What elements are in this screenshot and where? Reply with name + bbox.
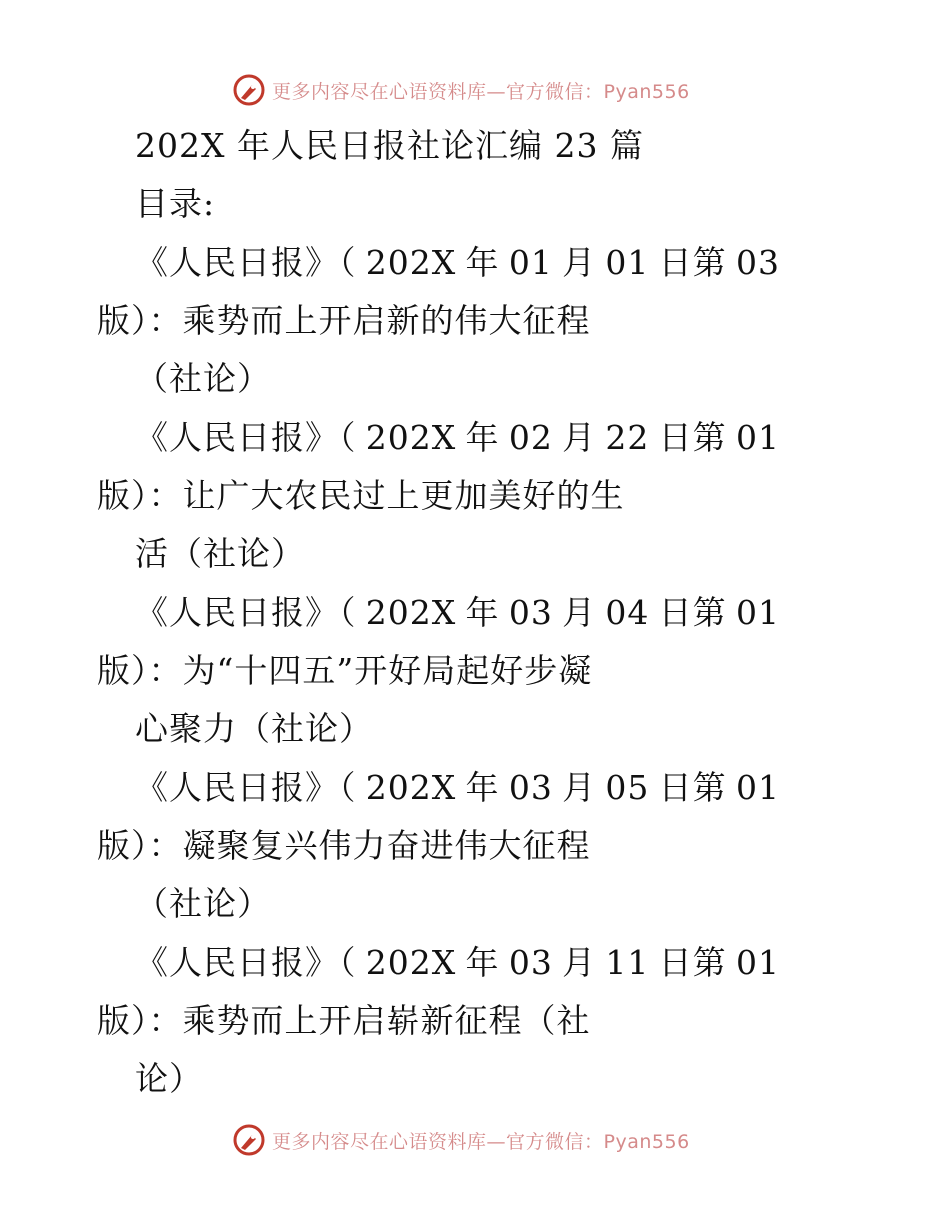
pen-nib-logo-icon xyxy=(232,73,266,107)
toc-entry-source-part: 《人民日报》（ xyxy=(135,593,357,632)
toc-entry-title-continued: 论） xyxy=(135,1059,203,1098)
toc-entry-source-part: 月 xyxy=(562,943,597,982)
toc-entry-title: 版）：为“十四五”开好局起好步凝 xyxy=(97,651,593,690)
toc-entry-source-part: 01 xyxy=(735,768,780,807)
toc-entry-source-part: 《人民日报》（ xyxy=(135,418,357,457)
toc-entry-source-part: 11 xyxy=(605,943,650,982)
toc-entry-source-part: 年 xyxy=(465,593,500,632)
toc-entry-source-part: 年 xyxy=(465,418,500,457)
toc-entry-source-part: 日第 xyxy=(658,943,727,982)
toc-entry-source xyxy=(135,243,780,283)
toc-entry-source-part: 02 xyxy=(508,418,553,457)
toc-entry-source-part: 年 xyxy=(465,768,500,807)
toc-entry-source-part: 日第 xyxy=(658,243,727,282)
toc-entry-source xyxy=(135,768,780,808)
toc-entry-source-part: 03 xyxy=(735,243,780,282)
toc-entry-title: 版）：凝聚复兴伟力奋进伟大征程 xyxy=(97,826,591,865)
toc-entry-source-part: 202X xyxy=(365,243,457,282)
toc-entry-source-part: 01 xyxy=(735,593,780,632)
toc-entry-source-part: 04 xyxy=(605,593,650,632)
toc-entry-source xyxy=(135,943,780,983)
toc-entry-title-continued: （社论） xyxy=(135,884,271,923)
document-title: 202X 年人民日报社论汇编 23 篇 xyxy=(135,126,644,165)
toc-entry-source-part: 《人民日报》（ xyxy=(135,768,357,807)
pen-nib-logo-icon xyxy=(232,1123,266,1157)
toc-entry-title-continued: 活（社论） xyxy=(135,534,305,573)
banner-text: 更多内容尽在心语资料库—官方微信：Pyan556 xyxy=(272,80,690,103)
toc-entry-source-part: 月 xyxy=(562,418,597,457)
toc-entry-source-part: 01 xyxy=(508,243,553,282)
top-banner xyxy=(0,70,950,110)
toc-entry-source-part: 202X xyxy=(365,418,457,457)
wechat-id: Pyan556 xyxy=(603,1130,690,1153)
toc-entry-source-part: 202X xyxy=(365,943,457,982)
toc-entry-source-part: 03 xyxy=(508,768,553,807)
toc-entry-source-part: 202X xyxy=(365,768,457,807)
toc-entry-source xyxy=(135,593,780,633)
bottom-banner xyxy=(0,1120,950,1160)
toc-entry-title-continued: 心聚力（社论） xyxy=(135,709,373,748)
toc-entry-source-part: 05 xyxy=(605,768,650,807)
toc-entry-source-part: 日第 xyxy=(658,418,727,457)
banner-text: 更多内容尽在心语资料库—官方微信：Pyan556 xyxy=(272,1130,690,1153)
toc-entry-source-part: 月 xyxy=(562,243,597,282)
toc-entry-source-part: 《人民日报》（ xyxy=(135,943,357,982)
toc-entry-source-part: 202X xyxy=(365,593,457,632)
toc-entry-source-part: 01 xyxy=(605,243,650,282)
toc-entry-source-part: 日第 xyxy=(658,768,727,807)
toc-entry-source-part: 《人民日报》（ xyxy=(135,243,357,282)
toc-entry-source-part: 日第 xyxy=(658,593,727,632)
toc-entry-source-part: 01 xyxy=(735,943,780,982)
toc-entry-source-part: 03 xyxy=(508,593,553,632)
toc-entry-title: 版）：乘势而上开启新的伟大征程 xyxy=(97,301,591,340)
toc-entry-source-part: 年 xyxy=(465,943,500,982)
toc-entry-source-part: 月 xyxy=(562,593,597,632)
toc-entry-title: 版）：让广大农民过上更加美好的生 xyxy=(97,476,625,515)
toc-entry-source-part: 年 xyxy=(465,243,500,282)
wechat-id: Pyan556 xyxy=(603,80,690,103)
toc-label: 目录: xyxy=(135,184,216,223)
toc-entry-source-part: 22 xyxy=(605,418,650,457)
toc-entry-source xyxy=(135,418,780,458)
toc-entry-source-part: 03 xyxy=(508,943,553,982)
toc-entry-source-part: 01 xyxy=(735,418,780,457)
toc-entry-title: 版）：乘势而上开启崭新征程（社 xyxy=(97,1001,591,1040)
toc-entry-source-part: 月 xyxy=(562,768,597,807)
toc-entry-title-continued: （社论） xyxy=(135,359,271,398)
